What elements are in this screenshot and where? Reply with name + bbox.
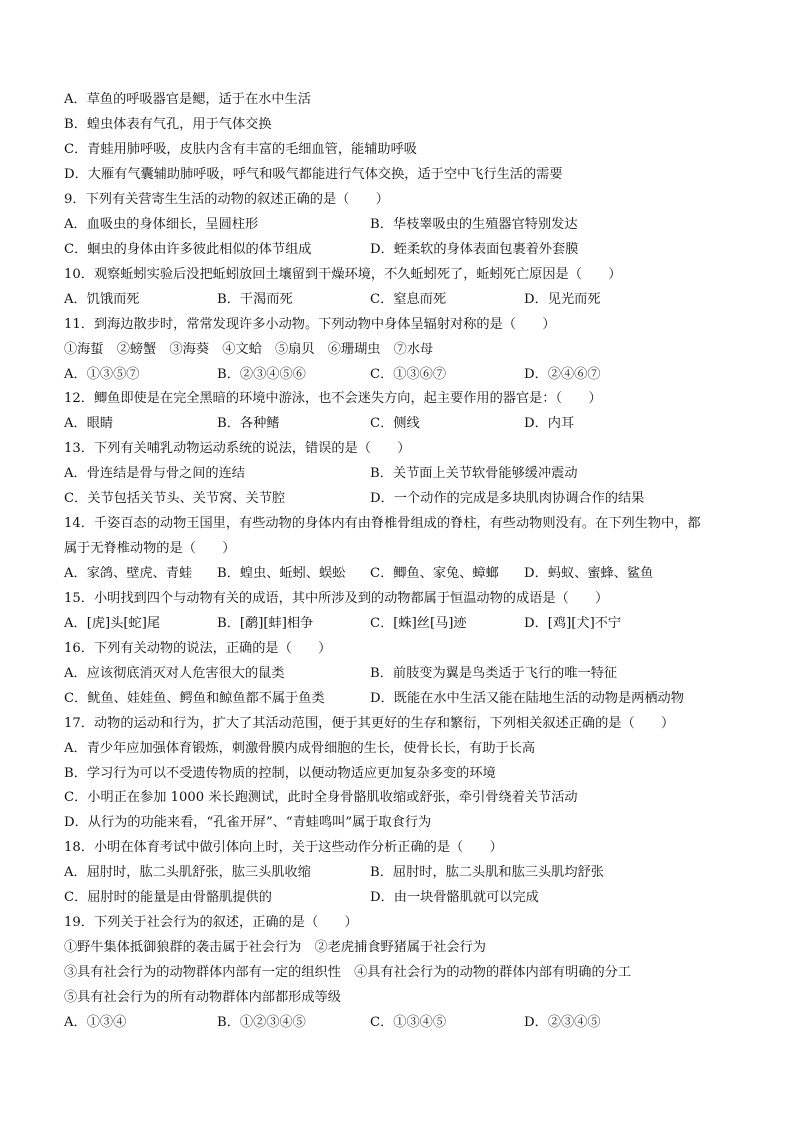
question-12-options — [64, 411, 744, 436]
question-18-options-row-2 — [64, 885, 744, 910]
question-17: 17．动物的运动和行为，扩大了其活动范围，便于其更好的生存和繁衍，下列相关叙述正确的是（ ） — [64, 716, 675, 731]
question-13-options-row-2 — [64, 486, 744, 511]
option-d: D．[鸡][犬]不宁 — [524, 616, 622, 631]
question-19: 19．下列关于社会行为的叙述，正确的是（ ） — [64, 915, 358, 930]
option-c: C．关节包括关节头、关节窝、关节腔 — [64, 491, 286, 506]
option-c: C．①③⑥⑦ — [370, 367, 447, 382]
option-line: A．草鱼的呼吸器官是鳃，适于在水中生活 — [64, 92, 311, 107]
option-d: D．既能在水中生活又能在陆地生活的动物是两栖动物 — [370, 691, 684, 706]
question-9: 9．下列有关营寄生生活的动物的叙述正确的是（ ） — [64, 192, 389, 207]
option-a: A．青少年应加强体育锻炼，刺激骨膜内成骨细胞的生长，使骨长长，有助于长高 — [64, 741, 536, 756]
question-15-options — [64, 611, 744, 636]
question-18-options-row-1 — [64, 860, 744, 885]
option-d: D．②③④⑤ — [524, 1015, 601, 1030]
option-a: A．①③④ — [64, 1015, 127, 1030]
question-9-options-row-1 — [64, 212, 744, 237]
option-line: C．青蛙用肺呼吸，皮肤内含有丰富的毛细血管，能辅助呼吸 — [64, 142, 417, 157]
option-a: A．[虎]头[蛇]尾 — [64, 616, 161, 631]
question-15: 15．小明找到四个与动物有关的成语，其中所涉及到的动物都属于恒温动物的成语是（ ） — [64, 591, 609, 606]
option-c: C．鱿鱼、娃娃鱼、鳄鱼和鲸鱼都不属于鱼类 — [64, 691, 325, 706]
question-13-options-row-1 — [64, 461, 744, 486]
option-c: C．①③④⑤ — [370, 1015, 447, 1030]
option-c: C．侧线 — [370, 416, 420, 431]
option-c: C．[蛛]丝[马]迹 — [370, 616, 467, 631]
option-d: D．见光而死 — [524, 292, 601, 307]
option-b: B．①②③④⑤ — [217, 1015, 306, 1030]
question-14-options — [64, 561, 744, 586]
option-a: A．骨连结是骨与骨之间的连结 — [64, 466, 245, 481]
option-b: B．蝗虫、蚯蚓、蜈蚣 — [217, 566, 346, 581]
question-9-options-row-2 — [64, 237, 744, 262]
option-a: A．应该彻底消灭对人危害很大的鼠类 — [64, 666, 285, 681]
option-c: C．小明正在参加 1000 米长跑测试，此时全身骨骼肌收缩或舒张，牵引骨绕着关节活动 — [64, 790, 578, 805]
option-d: D．一个动作的完成是多块肌肉协调合作的结果 — [370, 491, 645, 506]
option-b: B．干渴而死 — [217, 292, 293, 307]
option-a: A．家鸽、壁虎、青蛙 — [64, 566, 193, 581]
question-12: 12．鲫鱼即使是在完全黑暗的环境中游泳，也不会迷失方向，起主要作用的器官是：（ ） — [64, 391, 602, 406]
option-b: B．各种鳍 — [217, 416, 280, 431]
option-a: A．眼睛 — [64, 416, 114, 431]
option-d: D．蛭柔软的身体表面包裹着外套膜 — [370, 242, 579, 257]
option-b: B．前肢变为翼是鸟类适于飞行的唯一特征 — [370, 666, 618, 681]
question-18: 18．小明在体育考试中做引体向上时，关于这些动作分析正确的是（ ） — [64, 840, 503, 855]
question-11-statements: ①海蜇 ②螃蟹 ③海葵 ④文蛤 ⑤扇贝 ⑥珊瑚虫 ⑦水母 — [64, 342, 434, 357]
question-16: 16．下列有关动物的说法，正确的是（ ） — [64, 641, 332, 656]
option-line: B．蝗虫体表有气孔，用于气体交换 — [64, 117, 272, 132]
option-c: C．蛔虫的身体由许多彼此相似的体节组成 — [64, 242, 312, 257]
question-11-options — [64, 362, 744, 387]
question-14: 14．千姿百态的动物王国里，有些动物的身体内有由脊椎骨组成的脊柱，有些动物则没有。在下列生物中，都 — [64, 516, 701, 531]
option-c: C．窒息而死 — [370, 292, 447, 307]
option-d: D．②④⑥⑦ — [524, 367, 601, 382]
option-b: B．关节面上关节软骨能够缓冲震动 — [370, 466, 578, 481]
option-a: A．屈肘时，肱二头肌舒张，肱三头肌收缩 — [64, 865, 311, 880]
question-19-options — [64, 1010, 744, 1035]
option-b: B．②③④⑤⑥ — [217, 367, 306, 382]
option-line: D．大雁有气囊辅助肺呼吸，呼气和吸气都能进行气体交换，适于空中飞行生活的需要 — [64, 167, 563, 182]
option-d: D．蚂蚁、蜜蜂、鲨鱼 — [524, 566, 654, 581]
option-b: B．华枝睾吸虫的生殖器官特别发达 — [370, 217, 578, 232]
question-10-options — [64, 287, 744, 312]
option-d: D．从行为的功能来看，“孔雀开屏”、“青蛙鸣叫”属于取食行为 — [64, 815, 432, 830]
option-d: D．内耳 — [524, 416, 575, 431]
question-19-statements: ①野牛集体抵御狼群的袭击属于社会行为 ②老虎捕食野猪属于社会行为 — [64, 940, 486, 955]
option-c: C．鲫鱼、家兔、蟑螂 — [370, 566, 499, 581]
question-13: 13．下列有关哺乳动物运动系统的说法，错误的是（ ） — [64, 441, 411, 456]
option-b: B．屈肘时，肱二头肌和肱三头肌均舒张 — [370, 865, 604, 880]
option-d: D．由一块骨骼肌就可以完成 — [370, 890, 539, 905]
option-b: B．学习行为可以不受遗传物质的控制，以便动物适应更加复杂多变的环境 — [64, 766, 496, 781]
question-16-options-row-2 — [64, 686, 744, 711]
option-b: B．[鹬][蚌]相争 — [217, 616, 314, 631]
option-a: A．血吸虫的身体细长，呈圆柱形 — [64, 217, 259, 232]
question-10: 10．观察蚯蚓实验后没把蚯蚓放回土壤留到干燥环境，不久蚯蚓死了，蚯蚓死亡原因是（ ） — [64, 267, 622, 282]
question-19-statements: ⑤具有社会行为的所有动物群体内部都形成等级 — [64, 990, 341, 1005]
option-a: A．①③⑤⑦ — [64, 367, 140, 382]
option-a: A．饥饿而死 — [64, 292, 140, 307]
option-c: C．屈肘时的能量是由骨骼肌提供的 — [64, 890, 272, 905]
question-11: 11．到海边散步时，常常发现许多小动物。下列动物中身体呈辐射对称的是（ ） — [64, 317, 556, 332]
question-16-options-row-1 — [64, 661, 744, 686]
question-19-statements: ③具有社会行为的动物群体内部有一定的组织性 ④具有社会行为的动物的群体内部有明确的分工 — [64, 965, 632, 980]
question-14-continued: 属于无脊椎动物的是（ ） — [64, 541, 236, 556]
